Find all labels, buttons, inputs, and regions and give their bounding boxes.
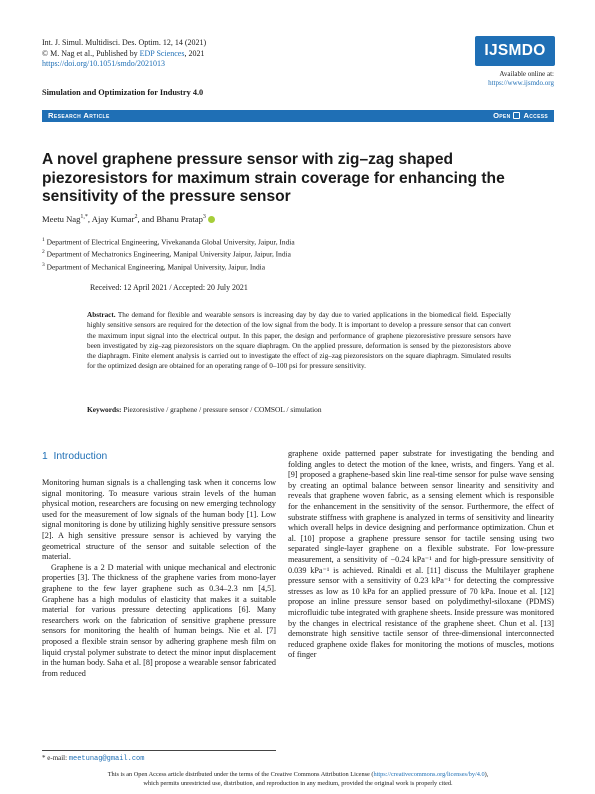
affiliations bbox=[42, 235, 295, 272]
author-3: Bhanu Pratap bbox=[156, 214, 203, 224]
abstract-text: The demand for flexible and wearable sensors is increasing day by day due to varied applications in the biomedical field. Especially highly sensitive sensors are required for the detection of the low signal from the body. It is important to develop a pressure sensor that can convert the maximum input signal into the electrical output. In this paper, the design and performance of graphene piezoresistive pressure sensors have been investigated by zig–zag piezoresistors on the square diaphragm. On the applied pressure, deformation is sensed by the piezoresistors above the diaphragm. Finite element analysis is carried out to investigate the effect of zig–zag piezoresistors on the square diaphragm. Simulated results for the optimized design are obtained for an operating range of 0–100 psi for pressure sensitivity. bbox=[87, 311, 512, 371]
abstract-label: Abstract. bbox=[87, 311, 116, 319]
publisher-link[interactable]: EDP Sciences bbox=[139, 48, 185, 58]
open-access-badge: Open Access bbox=[493, 111, 548, 120]
article-type-bar bbox=[42, 110, 554, 122]
journal-logo: IJSMDO bbox=[475, 36, 555, 66]
email-link[interactable]: meetunag@gmail.com bbox=[68, 755, 145, 763]
body-paragraph: Graphene is a 2 D material with unique mechanical and electronic properties [3]. The thickness of the graphene varies from mono-layer graphene to the few layer graphene such as 0.34–2.3 nm [4,5]. Graphene has a high modulus of elasticity that makes it a suitable material for various pressure detecting applications [6]. Many researchers work on the fabrication of sensitive graphene pressure sensors for monitoring the health of human beings. Nie et al. [7] proposed a flexible strain sensor by adhering graphene mesh film on liquid crystal polymer substrate to detect the minor input displacement in the human body. Saha et al. [8] propose a wearable sensor fabricated from reduced bbox=[42, 562, 276, 678]
journal-url-link[interactable]: https://www.ijsmdo.org bbox=[488, 78, 554, 87]
keywords-label: Keywords: bbox=[87, 405, 122, 414]
received-dates: Received: 12 April 2021 / Accepted: 20 July 2021 bbox=[90, 283, 248, 292]
article-type: Research Article bbox=[48, 111, 110, 120]
license-note: This is an Open Access article distributed under the terms of the Creative Commons Attribution License (https://creativecommons.org/licenses/by/4.0), which permits unrestricted use, distribution, and reproduction in any medium, provided the original work is properly cited. bbox=[107, 771, 489, 787]
body-column-right bbox=[288, 449, 554, 661]
affiliation-2: $^2$ Department of Mechatronics Engineering, Manipal University Jaipur, Jaipur, India bbox=[42, 249, 291, 259]
journal-section: Simulation and Optimization for Industry 4.0 bbox=[42, 88, 204, 97]
section-heading: 1 Introduction bbox=[42, 451, 108, 462]
paper-title: A novel graphene pressure sensor with zig–zag shaped piezoresistors for maximum strain coverage for enhancing the sensitivity of the pressure sensor bbox=[42, 151, 505, 205]
body-paragraph: graphene oxide patterned paper substrate for investigating the bending and folding angles to detect the motion of the knee, wrists, and fingers. Yang et al. [9] proposed a graphene-based skin line real-time sensor for pulse wave sensing by creating an optimal balance between sensor linearity and sensitivity and reveals that graphene woven fabric, as a sensing element which is responsible for the enhancement in the sensitivity of the sensor. Furthermore, the effect of substrate stiffness with graphene is analyzed in terms of sensitivity and linearity which overall helps in device designing and performance optimization. Chun et al. [10] propose a graphene pressure sensor for tactile sensing using two separated single-layer graphene on a flexible substrate. For low-pressure measurement, a sensitivity of −0.24 kPa⁻¹ and for high-pressure sensitivity of 0.039 kPa⁻¹ is achieved. Rinaldi et al. [11] discuss the Multilayer graphene pressure sensor with a sensitivity of 0.23 kPa⁻¹ for detecting the compressive stresses as low as 10 kPa for an applied pressure of 70 kPa. Inoue et al. [12] propose an inline pressure sensor based on polydimethyl-siloxane (PDMS) microfluidic tube integrated with graphene sheets. Inside pressure was monitored by the changes in electrical resistance of the graphene sheet. Chun et al. [13] demonstrate high sensitive tactile sensor of three-dimensional interconnected reduced graphene oxide flakes for monitoring the motions of muscles, motions of finger bbox=[288, 449, 555, 660]
citation-line: Int. J. Simul. Multidisci. Des. Optim. 12, 14 (2021) bbox=[42, 38, 207, 47]
affiliation-3: $^3$ Department of Mechanical Engineering, Manipal University, Jaipur, India bbox=[42, 261, 266, 272]
open-lock-icon bbox=[513, 112, 520, 119]
available-online bbox=[462, 70, 554, 87]
corresponding-footnote: * e-mail: meetunag@gmail.com bbox=[42, 750, 276, 763]
license-link[interactable]: https://creativecommons.org/licenses/by/4.0 bbox=[373, 771, 485, 778]
available-label: Available online at: bbox=[499, 70, 554, 78]
body-paragraph: Monitoring human signals is a challenging task when it concerns low signal monitoring. To measure various strain levels of the human physical motion, researchers are focusing on new emerging technology used for the measurement of low signals of the human body [1]. Low signal monitoring is done by utilizing highly sensitive pressure sensors [2]. A high sensitive pressure sensor is achieved by varying the geometrical structure of the sensor and suitable selection of the material. bbox=[42, 478, 276, 562]
author-2: Ajay Kumar bbox=[91, 214, 135, 224]
citation-header bbox=[42, 38, 206, 70]
orcid-icon[interactable] bbox=[208, 216, 215, 223]
abstract bbox=[87, 310, 511, 372]
keywords bbox=[87, 405, 511, 414]
copyright-line: © M. Nag et al., Published by EDP Sciences, 2021 bbox=[42, 48, 205, 58]
affiliation-1: $^1$ Department of Electrical Engineering, Vivekananda Global University, Jaipur, India bbox=[42, 237, 295, 247]
doi-link[interactable]: https://doi.org/10.1051/smdo/2021013 bbox=[42, 59, 165, 68]
author-1: Meetu Nag bbox=[42, 214, 81, 224]
keywords-text: Piezoresistive / graphene / pressure sensor / COMSOL / simulation bbox=[123, 405, 322, 414]
author-list: Meetu Nag$^{1,*}$, Ajay Kumar$^2$, and Bhanu Pratap$^3$ bbox=[42, 214, 215, 224]
body-column-left bbox=[42, 478, 276, 679]
